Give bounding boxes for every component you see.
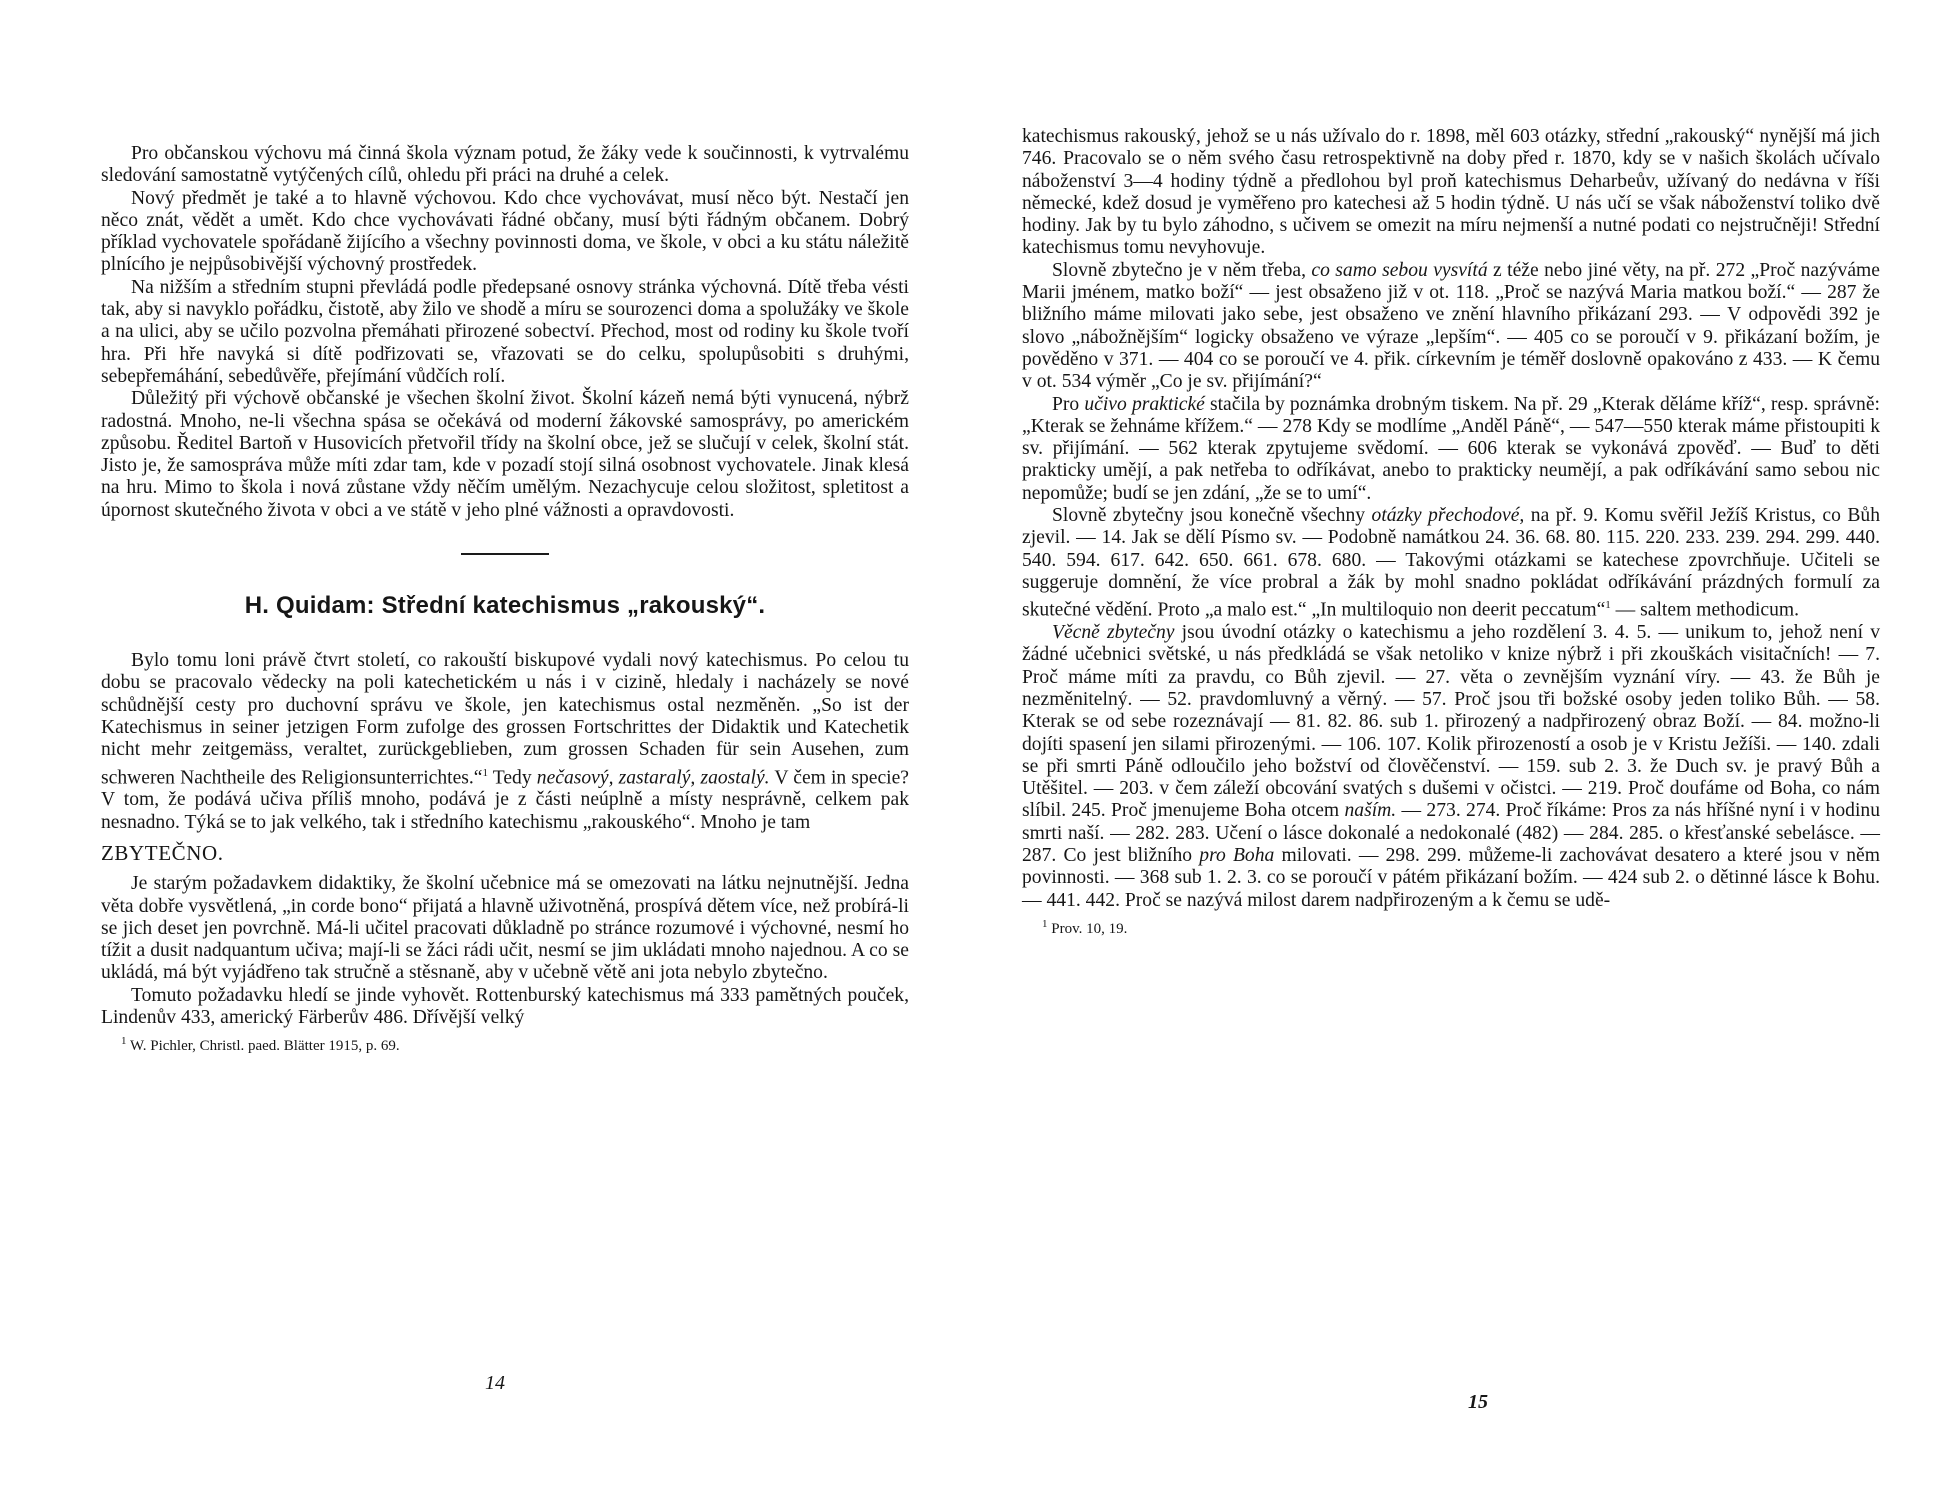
- paragraph: Na nižším a středním stupni převládá podle předepsané osnovy stránka výchovná. Dítě třeba vésti tak, aby si navyklo pořádku, čistotě, aby žilo ve shodě a míru se sourozenci doma a spolužáky ve škole a na ulici, aby se učilo pozvolna přemáhati přirozené sobectví. Přechod, most od rodiny ku škole tvoří hra. Při hře navyká si dítě podřizovati se, vřazovati se do celku, spolupůsobiti s druhými, sebepřemáhání, sebedůvěře, přejímání vůdčích rolí.: [101, 276, 909, 387]
- paragraph: Nový předmět je také a to hlavně výchovou. Kdo chce vychovávat, musí něco být. Nestačí jen něco znát, vědět a umět. Kdo chce vychovávati řádné občany, musí býti řádným občanem. Dobrý příklad vychovatele spořádaně žijícího a všechny povinnosti doma, ve škole, v obci a ku státu náležitě plnícího je nejpůsobivější výchovný prostředek.: [101, 187, 909, 276]
- paragraph: katechismus rakouský, jehož se u nás užívalo do r. 1898, měl 603 otázky, střední „rakouský“ nynější má jich 746. Pracovalo se o něm svého času retrospektivně na doby před r. 1870, kdy se v našich školách učívalo náboženství 3—4 hodiny týdně a předlohou byl proň katechismus Deharbeův, užívaný do nedávna v říši německé, kdež dosud je vyměřeno pro katechesi až 5 hodin týdně. U nás učí se však náboženství toliko dvě hodiny. Jak by tu bylo záhodno, s učivem se omezit na míru nejmenší a nutné podati co nejstručněji! Střední katechismus tomu nevyhovuje.: [1022, 126, 1880, 259]
- footnote-marker: 1: [1605, 599, 1611, 612]
- page-number: 14: [485, 1372, 505, 1394]
- paragraph: Je starým požadavkem didaktiky, že školní učebnice má se omezovati na látku nejnutnější. Jedna věta dobře vysvětlená, „in corde bono“ přijatá a hlavně uživotněná, prospívá dětem více, než probírá-li se jich deset jen povrchně. Má-li učitel pracovati důkladně po stránce rozumové i výchovné, nesmí ho tížit a dusit nadquantum učiva; mají-li se žáci rádi učit, nesmí se jim ukládati mnoho najednou. A co se ukládá, má být vyjádřeno tak stručně a stěsnaně, aby v učebně větě ani jota nebylo zbytečno.: [101, 873, 909, 984]
- footnote-marker: 1: [482, 766, 488, 779]
- footnote: $^1$ Prov. 10, 19.: [1042, 917, 1128, 937]
- paragraph: Pro učivo praktické stačila by poznámka drobným tiskem. Na př. 29 „Kterak děláme kříž“, resp. správně: „Kterak se žehnáme křížem.“ — 278 Kdy se modlíme „Anděl Páně“, — 547—550 kterak máme přistoupiti k sv. přijímání. — 562 kterak zpytujeme svědomí. — 606 kterak se vykonává zpověď. — Buď to děti prakticky umějí, a pak netřeba to odříkávat, anebo to prakticky neumějí, a pak odříkávání samo sebou nic nepomůže; budí se jen zdání, „že se to umí“.: [1022, 393, 1880, 504]
- subheading: ZBYTEČNO.: [101, 840, 224, 865]
- section-heading: H. Quidam: Střední katechismus „rakouský“.: [244, 592, 766, 620]
- footnote: $^1$ W. Pichler, Christl. paed. Blätter 1915, p. 69.: [121, 1035, 400, 1055]
- paragraph: Pro občanskou výchovu má činná škola význam potud, že žáky vede k součinnosti, k vytrvalému sledování samostatně vytýčených cílů, ohledu při práci na druhé a celek.: [101, 143, 909, 187]
- paragraph: Důležitý při výchově občanské je všechen školní život. Školní kázeň nemá býti vynucená, nýbrž radostná. Mnoho, ne-li všechna spása se očekává od moderní žákovské samosprávy, po americkém způsobu. Ředitel Bartoň v Husovicích přetvořil třídy na školní obce, jež se slučují v celek, školní stát. Jisto je, že samospráva může míti zdar tam, kde v pozadí stojí silná osobnost vychovatele. Jinak klesá na hru. Mimo to škola i nová zůstane vždy něčím umělým. Nezachycuje celou složitost, spletitost a úpornost skutečného života v obci a ve státě v jeho plné vážnosti a opravdovosti.: [101, 388, 909, 521]
- right-page: [974, 0, 1948, 1500]
- right-text-column: [1022, 126, 1880, 939]
- page-number: 15: [1468, 1391, 1488, 1413]
- paragraph: Bylo tomu loni právě čtvrt století, co rakouští biskupové vydali nový katechismus. Po celou tu dobu se pracovalo vědecky na poli katechetickém u nás i v cizině, hledaly i nacházely se nové schůdnější cesty pro duchovní správu ve škole, jen katechismus ostal nezměněn. „So ist der Katechismus in seiner jetzigen Form zufolge des grossen Fortschrittes der Didaktik und Katechetik nicht mehr zeitgemäss, veraltet, zurückgeblieben, zum grossen Schaden für sein Ausehen, zum schweren Nachtheile des Religionsunterrichtes.“$^1$ Tedy nečasový, zastaralý, zaostalý. V čem in specie? V tom, že podává učiva příliš mnoho, podává je z části neúplně a místy nesprávně, celkem pak nesnadno. Týká se to jak velkého, tak i středního katechismu „rakouského“. Mnoho je tam: [101, 650, 909, 833]
- paragraph: Věcně zbytečny jsou úvodní otázky o katechismu a jeho rozdělení 3. 4. 5. — unikum to, jehož není v žádné učebnici světské, u nás předkládá se však netoliko v knize nýbrž i při zkouškách visitačních! — 7. Proč máme míti za pravdu, co Bůh zjevil. — 27. věta o zevnějším vyznání víry. — 43. že Bůh je nezměnitelný. — 52. pravdomluvný a věrný. — 57. Proč jsou tři božské osoby jeden toliko Bůh. — 58. Kterak se od sebe rozeznávají — 81. 82. 86. sub 1. přirozený a nadpřirozený obraz Boží. — 84. možno-li dojíti spasení jen silami přirozenými. — 106. 107. Kolik přirozeností a osob je v Kristu Ježíši. — 140. zdali se při smrti Páně odloučilo jeho božství od člověčenství. — 159. sub 2. 3. že Duch sv. je pravý Bůh a Utěšitel. — 203. v čem záleží obcování svatých s dušemi v očistci. — 219. Proč doufáme od Boha, co nám slíbil. 245. Proč jmenujeme Boha otcem naším. — 273. 274. Proč říkáme: Pros za nás hříšné nyní i v hodinu smrti naší. — 282. 283. Učení o lásce dokonalé a nedokonalé (482) — 284. 285. o křesťanské sebelásce. — 287. Co jest bližního pro Boha milovati. — 298. 299. můžeme-li zachovávat desatero a které jsou v něm povinnosti. — 368 sub 1. 2. 3. co se poroučí v pátém přikázaní božím. — 424 sub 2. o dětinné lásce k Bohu. — 441. 442. Proč se nazývá milost darem nadpřirozeným a k čemu se udě-: [1022, 622, 1880, 911]
- paragraph: Slovně zbytečno je v něm třeba, co samo sebou vysvítá z téže nebo jiné věty, na př. 272 „Proč nazýváme Marii jménem, matko boží“ — jest obsaženo již v ot. 118. „Proč se nazývá Maria matkou boží.“ — 287 že bližního máme milovati jako sebe, jest obsaženo ve znění hlavního přikázaní 293. — V odpovědi 392 je slovo „nábožnějším“ logicky obsaženo ve výraze „lepším“. — 405 co se poroučí v 9. přikázaní božím, je pověděno v 371. — 404 co se poroučí ve 4. přik. církevním je téměř doslovně opakováno z 433. — K čemu v ot. 534 výměr „Co je sv. přijímání?“: [1022, 259, 1880, 393]
- paragraph: Slovně zbytečny jsou konečně všechny otázky přechodové, na př. 9. Komu svěřil Ježíš Kristus, co Bůh zjevil. — 14. Jak se dělí Písmo sv. — Podobně namátkou 24. 36. 68. 80. 115. 220. 233. 239. 294. 299. 440. 540. 594. 617. 642. 650. 661. 678. 680. — Takovými otázkami se katechese zpovrchňuje. Učiteli se suggeruje domnění, že více probral a žák by mohl snadno pokládat odříkávání prázdných formulí za skutečné vědění. Proto „a malo est.“ „In multiloquio non deerit peccatum“$^1$ — saltem methodicum.: [1022, 505, 1881, 621]
- left-text-column: [101, 143, 909, 1056]
- paragraph: Tomuto požadavku hledí se jinde vyhovět. Rottenburský katechismus má 333 pamětných pouček, Lindenův 433, americký Färberův 486. Dřívější velký: [101, 984, 909, 1029]
- section-divider: [461, 553, 549, 555]
